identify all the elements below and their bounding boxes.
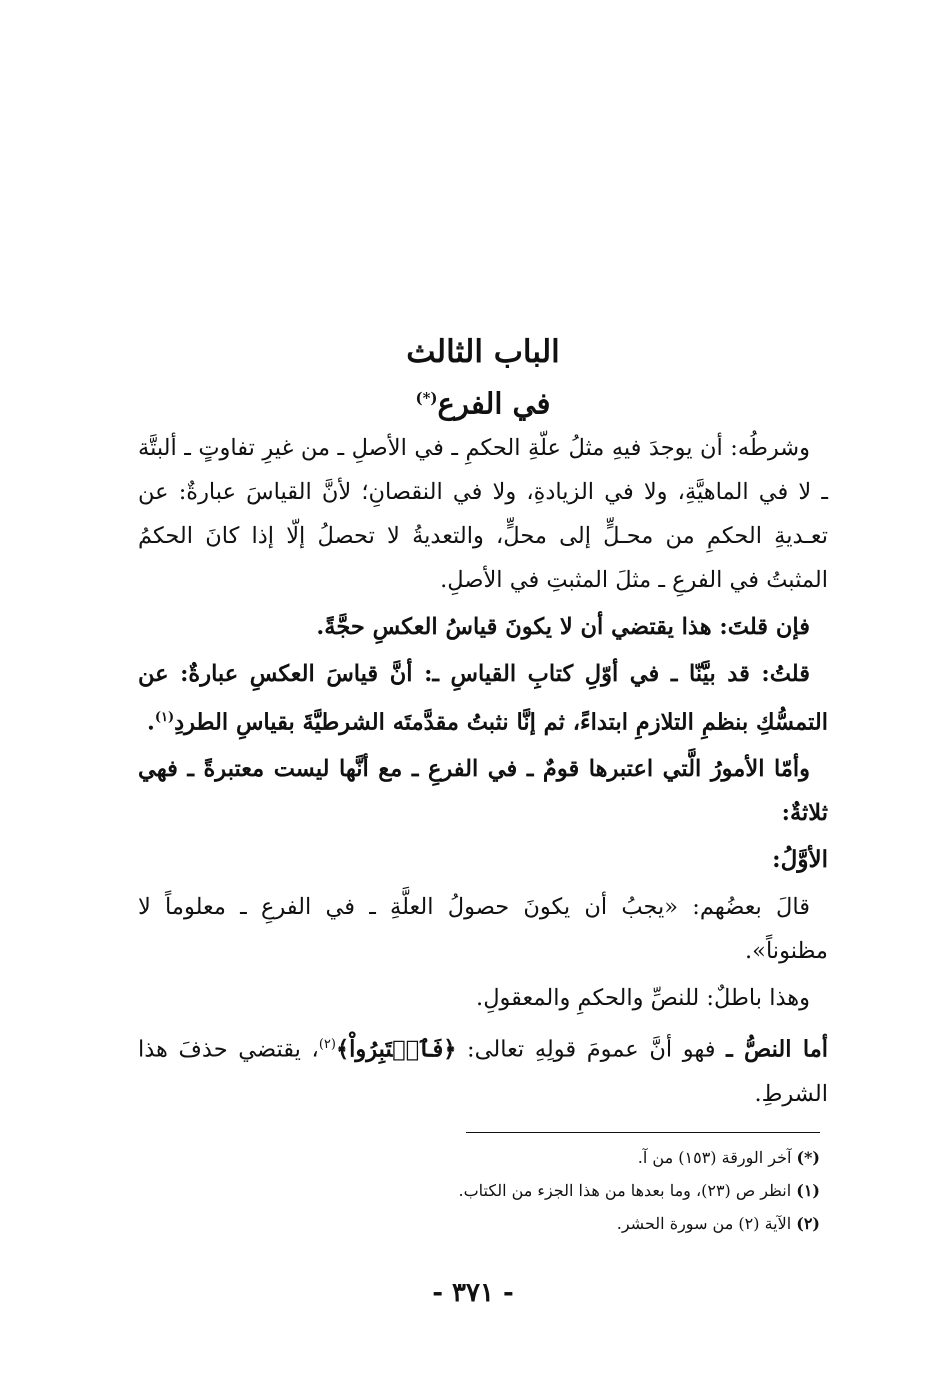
paragraph-text-evidence [138, 1023, 828, 1116]
footnote-marker: (*) [796, 1148, 820, 1167]
footnote-text: الآية (٢) من سورة الحشر. [616, 1214, 797, 1233]
page-number: - ٣٧١ - [432, 1278, 514, 1308]
paragraph-reply [138, 652, 828, 745]
quran-verse: ﴿فَٱعۡتَبِرُواْ﴾ [335, 1036, 457, 1063]
paragraph-reply-text: قلتُ: قد بيَّنّا ـ في أوّلِ كتابِ القياسِ ـ: أنَّ قياسَ العكسِ عبارةٌ: عن التمسُّكِ بنظمِ التلازمِ ابتداءً، ثم إنَّا نثبتُ مقدَّمتَه الشرطيَّةَ بقياسِ الطردِ [138, 660, 828, 736]
paragraph-objection: فإن قلتَ: هذا يقتضي أن لا يكونَ قياسُ العكسِ حجَّةً. [316, 613, 810, 640]
footnote-divider [466, 1132, 820, 1133]
footnote-1 [458, 1174, 820, 1207]
paragraph-invalid: وهذا باطلٌ: للنصِّ والحكمِ والمعقولِ. [476, 985, 810, 1012]
footnote-ref-1: (١) [154, 709, 175, 725]
main-text [138, 330, 828, 1119]
text-evidence-body: فهو أنَّ عمومَ قولِهِ تعالى: [456, 1036, 727, 1063]
chapter-subtitle-text: في الفرع [437, 386, 551, 421]
paragraph-reply-end: . [146, 709, 155, 736]
chapter-title: الباب الثالث [406, 334, 560, 370]
text-evidence-end: ، يقتضي حذفَ هذا الشرطِ. [138, 1036, 828, 1107]
paragraph-condition: وشرطُه: أن يوجدَ فيهِ مثلُ علّةِ الحكمِ ـ في الأصلِ ـ من غيرِ تفاوتٍ ـ ألبتَّة ـ لا في الماهيَّةِ، ولا في الزيادةِ، ولا في النقصانِ؛ لأنَّ القياسَ عبارةٌ: عن تعـديةِ الحكمِ من محـلٍّ إلى محلٍّ، والتعديةُ لا تحصلُ إلّا إذا كانَ الحكمُ المثبتُ في الفرعِ ـ مثلَ المثبتِ في الأصلِ. [138, 434, 828, 593]
paragraph-some-said: قالَ بعضُهم: «يجبُ أن يكونَ حصولُ العلَّةِ ـ في الفرعِ ـ معلوماً لا مظنوناً». [138, 894, 828, 965]
footnote-marker: (١) [796, 1181, 820, 1200]
footnote-star [466, 1141, 820, 1174]
footnote-ref-2: (٢) [318, 1037, 336, 1053]
section-heading-first: الأوَّلُ: [772, 846, 828, 874]
footnote-text: آخر الورقة (١٥٣) من آ. [637, 1148, 797, 1167]
footnote-text: انظر ص (٢٣)، وما بعدها من هذا الجزء من الكتاب. [458, 1181, 797, 1200]
paragraph-matters: وأمّا الأمورُ الَّتي اعتبرها قومٌ ـ في الفرعِ ـ مع أنَّها ليست معتبرةً ـ فهي ثلاثةٌ: [138, 756, 828, 827]
text-evidence-lead: أما النصُّ ـ [726, 1036, 828, 1063]
chapter-subtitle [138, 376, 828, 426]
footnote-2 [466, 1207, 820, 1240]
footnote-ref-star: (*) [415, 389, 438, 407]
footnote-marker: (٢) [796, 1214, 820, 1233]
footnotes [458, 1132, 820, 1240]
